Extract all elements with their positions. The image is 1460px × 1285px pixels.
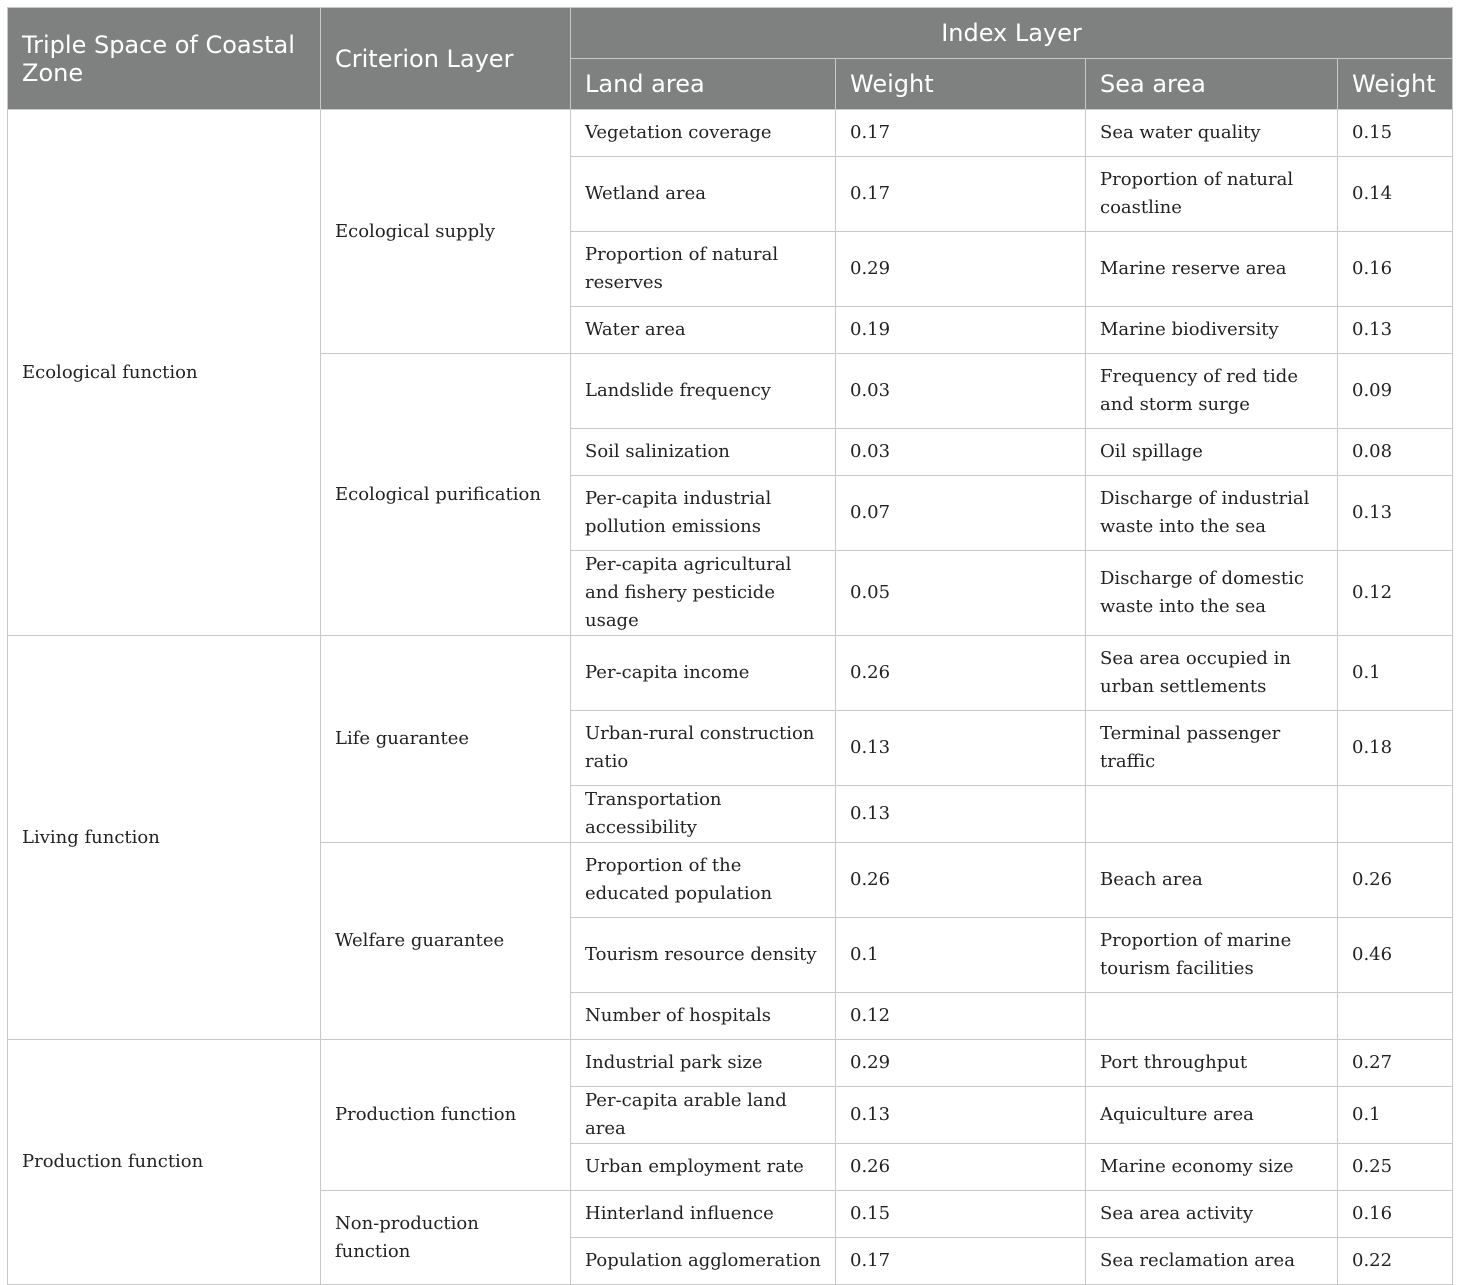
sea-weight: 0.13 xyxy=(1338,476,1453,551)
land-indicator: Proportion of natural reserves xyxy=(571,232,836,307)
land-weight: 0.17 xyxy=(836,1238,1086,1285)
land-weight: 0.26 xyxy=(836,843,1086,918)
land-weight: 0.1 xyxy=(836,918,1086,993)
sea-indicator xyxy=(1086,786,1338,843)
land-indicator: Industrial park size xyxy=(571,1040,836,1087)
sea-weight: 0.14 xyxy=(1338,157,1453,232)
header-land-weight: Weight xyxy=(836,59,1086,110)
table-row xyxy=(8,1040,1453,1087)
criterion-cell: Life guarantee xyxy=(321,636,571,843)
land-weight: 0.17 xyxy=(836,110,1086,157)
sea-indicator: Oil spillage xyxy=(1086,429,1338,476)
sea-weight: 0.16 xyxy=(1338,232,1453,307)
land-weight: 0.13 xyxy=(836,1087,1086,1144)
sea-indicator: Proportion of marine tourism facilities xyxy=(1086,918,1338,993)
land-indicator: Hinterland influence xyxy=(571,1191,836,1238)
sea-weight: 0.26 xyxy=(1338,843,1453,918)
sea-indicator: Frequency of red tide and storm surge xyxy=(1086,354,1338,429)
sea-weight: 0.1 xyxy=(1338,1087,1453,1144)
land-weight: 0.13 xyxy=(836,711,1086,786)
criterion-cell: Ecological supply xyxy=(321,110,571,354)
land-weight: 0.03 xyxy=(836,354,1086,429)
header-sea-area: Sea area xyxy=(1086,59,1338,110)
group-cell: Ecological function xyxy=(8,110,321,636)
header-land-area: Land area xyxy=(571,59,836,110)
land-indicator: Per-capita industrial pollution emissions xyxy=(571,476,836,551)
land-weight: 0.12 xyxy=(836,993,1086,1040)
sea-indicator: Port throughput xyxy=(1086,1040,1338,1087)
criterion-cell: Production function xyxy=(321,1040,571,1191)
header-index-layer: Index Layer xyxy=(571,8,1453,59)
sea-indicator: Marine biodiversity xyxy=(1086,307,1338,354)
land-weight: 0.13 xyxy=(836,786,1086,843)
sea-indicator: Sea area activity xyxy=(1086,1191,1338,1238)
sea-weight: 0.18 xyxy=(1338,711,1453,786)
land-indicator: Soil salinization xyxy=(571,429,836,476)
land-indicator: Urban employment rate xyxy=(571,1144,836,1191)
sea-weight: 0.22 xyxy=(1338,1238,1453,1285)
land-weight: 0.15 xyxy=(836,1191,1086,1238)
land-weight: 0.26 xyxy=(836,636,1086,711)
sea-weight: 0.1 xyxy=(1338,636,1453,711)
land-indicator: Tourism resource density xyxy=(571,918,836,993)
group-cell: Production function xyxy=(8,1040,321,1285)
land-indicator: Proportion of the educated population xyxy=(571,843,836,918)
land-weight: 0.19 xyxy=(836,307,1086,354)
sea-weight: 0.08 xyxy=(1338,429,1453,476)
sea-weight: 0.46 xyxy=(1338,918,1453,993)
sea-indicator: Proportion of natural coastline xyxy=(1086,157,1338,232)
sea-indicator: Sea reclamation area xyxy=(1086,1238,1338,1285)
land-weight: 0.26 xyxy=(836,1144,1086,1191)
header-sea-weight: Weight xyxy=(1338,59,1453,110)
sea-weight xyxy=(1338,786,1453,843)
land-indicator: Population agglomeration xyxy=(571,1238,836,1285)
header-criterion-layer: Criterion Layer xyxy=(321,8,571,110)
sea-indicator: Beach area xyxy=(1086,843,1338,918)
criterion-cell: Welfare guarantee xyxy=(321,843,571,1040)
land-weight: 0.07 xyxy=(836,476,1086,551)
sea-indicator xyxy=(1086,993,1338,1040)
land-indicator: Wetland area xyxy=(571,157,836,232)
sea-weight: 0.12 xyxy=(1338,551,1453,636)
sea-indicator: Marine economy size xyxy=(1086,1144,1338,1191)
land-indicator: Vegetation coverage xyxy=(571,110,836,157)
sea-indicator: Marine reserve area xyxy=(1086,232,1338,307)
criterion-cell: Non-production function xyxy=(321,1191,571,1285)
land-indicator: Landslide frequency xyxy=(571,354,836,429)
group-cell: Living function xyxy=(8,636,321,1040)
sea-weight: 0.25 xyxy=(1338,1144,1453,1191)
land-weight: 0.03 xyxy=(836,429,1086,476)
sea-weight xyxy=(1338,993,1453,1040)
sea-indicator: Sea area occupied in urban settlements xyxy=(1086,636,1338,711)
land-indicator: Water area xyxy=(571,307,836,354)
header-triple-space: Triple Space of Coastal Zone xyxy=(8,8,321,110)
sea-indicator: Sea water quality xyxy=(1086,110,1338,157)
land-weight: 0.17 xyxy=(836,157,1086,232)
sea-weight: 0.16 xyxy=(1338,1191,1453,1238)
land-indicator: Urban-rural construction ratio xyxy=(571,711,836,786)
sea-weight: 0.13 xyxy=(1338,307,1453,354)
land-indicator: Per-capita agricultural and fishery pesticide usage xyxy=(571,551,836,636)
land-indicator: Per-capita arable land area xyxy=(571,1087,836,1144)
criterion-cell: Ecological purification xyxy=(321,354,571,636)
sea-indicator: Discharge of domestic waste into the sea xyxy=(1086,551,1338,636)
sea-indicator: Terminal passenger traffic xyxy=(1086,711,1338,786)
sea-indicator: Aquiculture area xyxy=(1086,1087,1338,1144)
sea-indicator: Discharge of industrial waste into the sea xyxy=(1086,476,1338,551)
table-row xyxy=(8,636,1453,711)
land-weight: 0.29 xyxy=(836,1040,1086,1087)
land-indicator: Per-capita income xyxy=(571,636,836,711)
index-system-table xyxy=(7,7,1453,1285)
land-indicator: Transportation accessibility xyxy=(571,786,836,843)
sea-weight: 0.27 xyxy=(1338,1040,1453,1087)
table-row xyxy=(8,110,1453,157)
land-indicator: Number of hospitals xyxy=(571,993,836,1040)
land-weight: 0.29 xyxy=(836,232,1086,307)
land-weight: 0.05 xyxy=(836,551,1086,636)
sea-weight: 0.15 xyxy=(1338,110,1453,157)
sea-weight: 0.09 xyxy=(1338,354,1453,429)
